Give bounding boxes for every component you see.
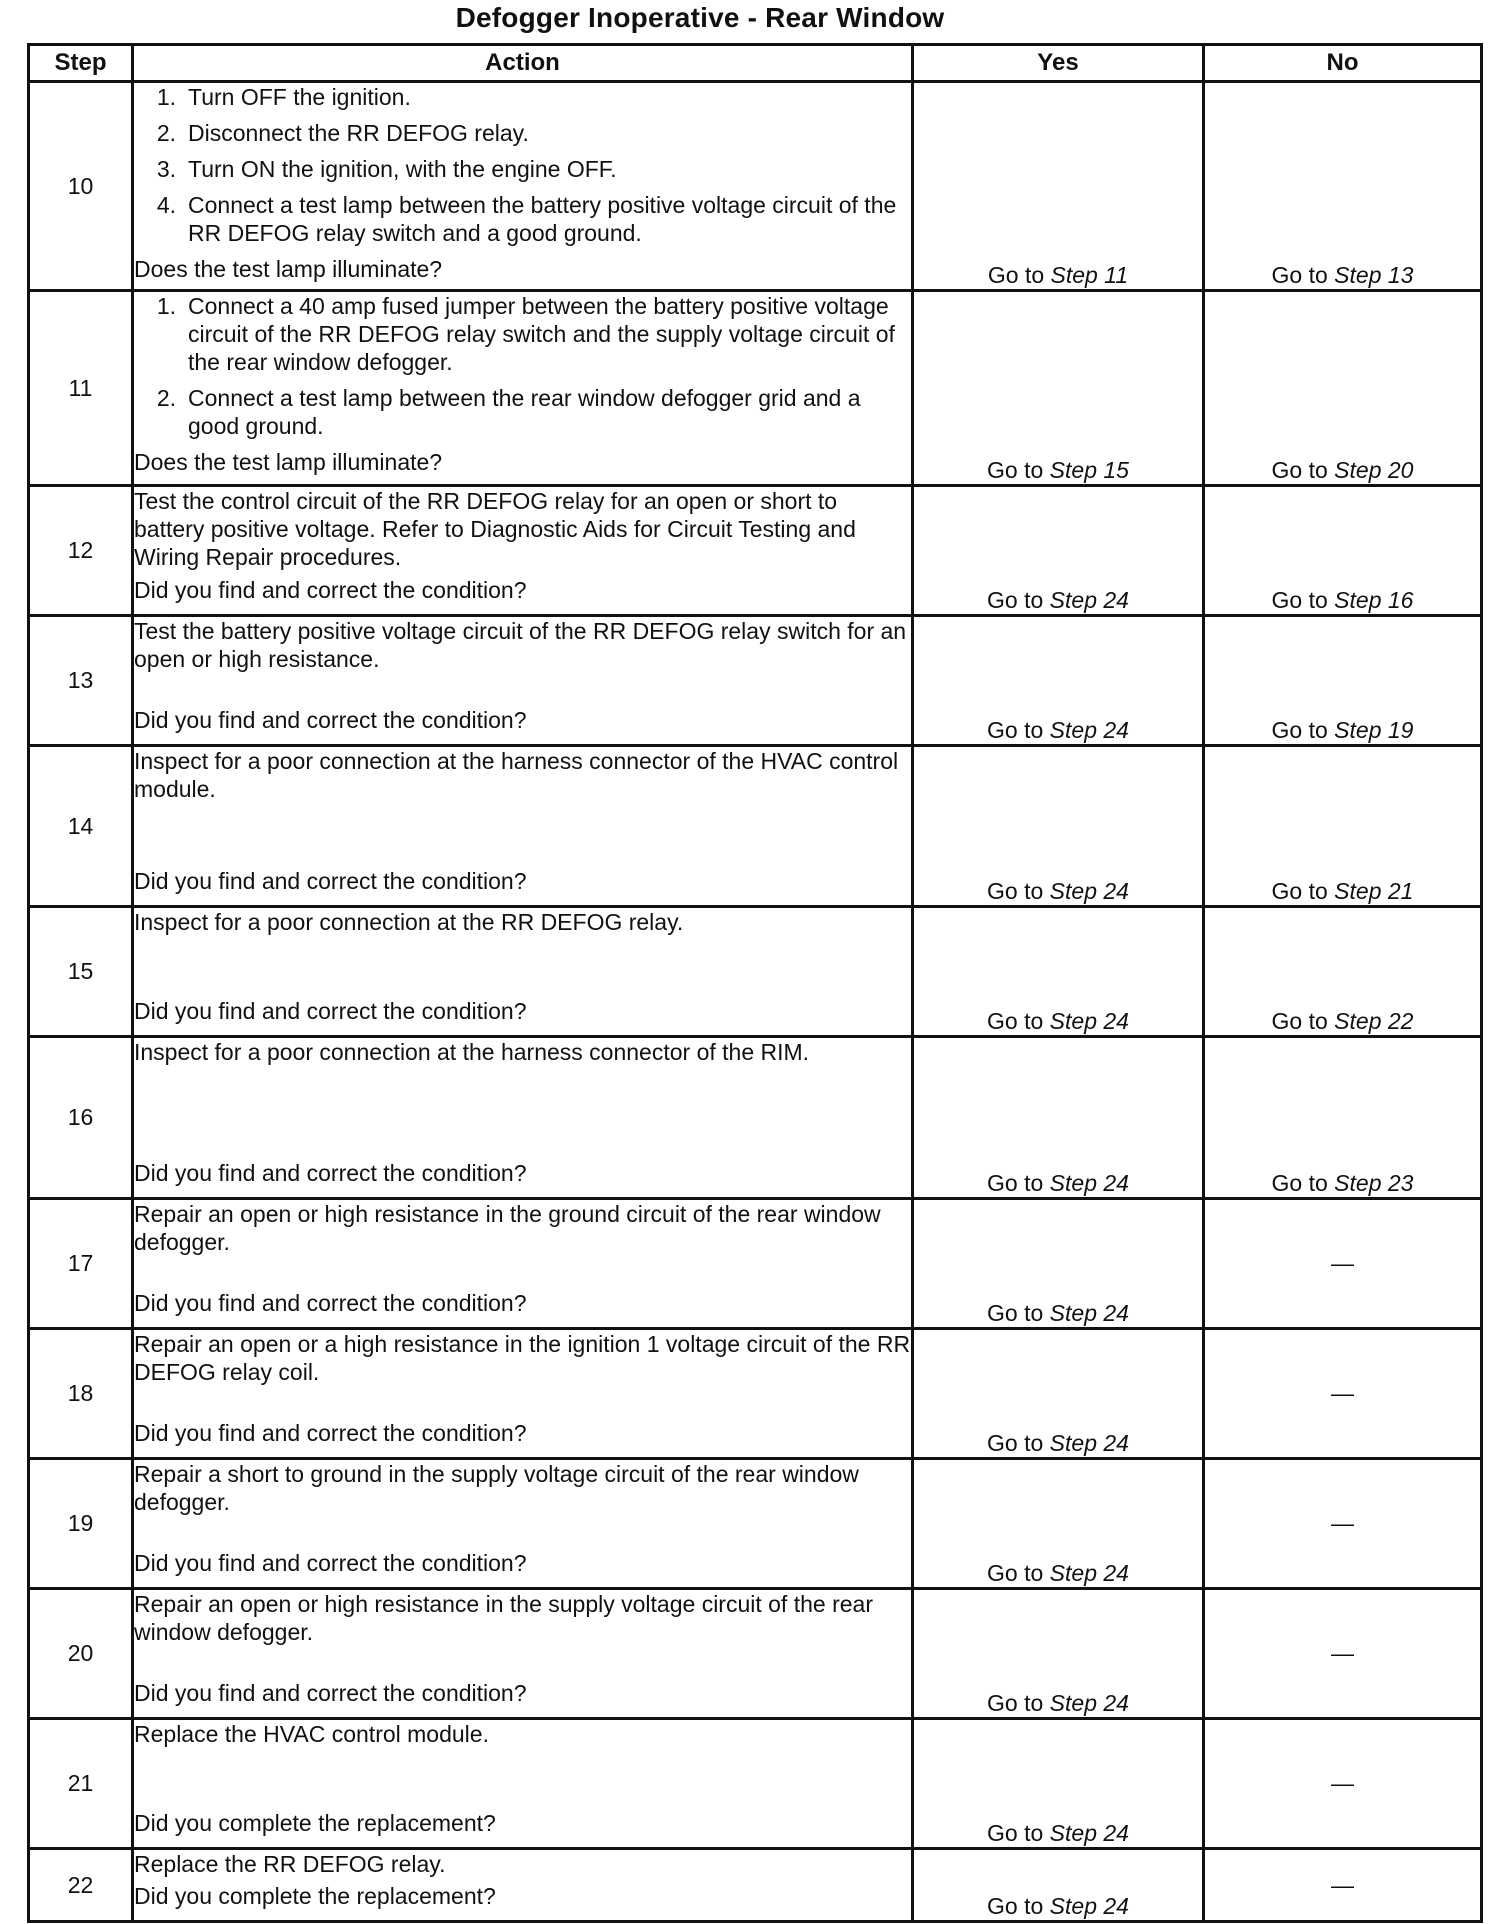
action-step-number: 1. <box>156 84 176 110</box>
action-question: Did you find and correct the condition? <box>134 707 527 733</box>
yes-cell <box>913 486 1204 616</box>
step-number: 21 <box>29 1719 133 1849</box>
action-content <box>134 617 911 736</box>
table-row <box>29 1329 1482 1459</box>
action-description: Test the control circuit of the RR DEFOG relay for an open or short to battery positive voltage. Refer to Diagnostic Aids for Circuit Testing and Wiring Repair procedures. <box>134 488 856 570</box>
step-number: 19 <box>29 1459 133 1589</box>
table-row <box>29 1719 1482 1849</box>
action-step-text: Turn ON the ignition, with the engine OFF. <box>188 156 617 182</box>
yes-prefix: Go to <box>987 1430 1044 1456</box>
no-dash: — <box>1331 1510 1354 1536</box>
no-cell <box>1204 1589 1482 1719</box>
table-row <box>29 616 1482 746</box>
header-row <box>29 45 1482 82</box>
action-step-number: 2. <box>156 120 176 146</box>
yes-step: Step 24 <box>1049 717 1129 743</box>
action-content <box>134 1038 911 1189</box>
step-number: 20 <box>29 1589 133 1719</box>
action-cell <box>133 1849 913 1922</box>
yes-step: Step 11 <box>1050 262 1129 288</box>
action-content <box>134 1460 911 1579</box>
yes-step: Step 24 <box>1049 1820 1129 1846</box>
table-row <box>29 486 1482 616</box>
action-step-number: 4. <box>156 192 176 218</box>
action-question: Did you find and correct the condition? <box>134 1680 527 1706</box>
action-step-number: 3. <box>156 156 176 182</box>
no-prefix: Go to <box>1271 878 1328 904</box>
no-step: Step 21 <box>1334 878 1414 904</box>
action-cell <box>133 1459 913 1589</box>
action-steps-list <box>134 83 911 255</box>
table-row <box>29 1849 1482 1922</box>
yes-cell <box>913 616 1204 746</box>
yes-prefix: Go to <box>987 1170 1044 1196</box>
action-content <box>134 83 911 281</box>
step-number: 11 <box>29 291 133 486</box>
action-cell <box>133 1719 913 1849</box>
yes-prefix: Go to <box>987 1008 1044 1034</box>
no-dash: — <box>1331 1871 1354 1898</box>
yes-step: Step 24 <box>1049 1690 1129 1716</box>
action-description: Repair an open or a high resistance in the ignition 1 voltage circuit of the RR DEFOG relay coil. <box>134 1331 911 1385</box>
yes-prefix: Go to <box>987 1300 1044 1326</box>
action-content <box>134 1720 911 1839</box>
no-prefix: Go to <box>1271 1170 1328 1196</box>
no-dash: — <box>1331 1250 1354 1276</box>
action-content <box>134 292 911 476</box>
no-cell <box>1204 1459 1482 1589</box>
yes-cell <box>913 82 1204 291</box>
no-prefix: Go to <box>1271 262 1328 288</box>
header-step: Step <box>29 45 133 82</box>
yes-cell <box>913 1589 1204 1719</box>
no-step: Step 23 <box>1334 1170 1414 1196</box>
step-number: 14 <box>29 746 133 907</box>
yes-step: Step 24 <box>1049 1893 1129 1919</box>
action-description: Repair an open or high resistance in the ground circuit of the rear window defogger. <box>134 1201 881 1255</box>
action-description: Replace the RR DEFOG relay. <box>134 1851 446 1877</box>
yes-prefix: Go to <box>987 1893 1044 1919</box>
action-question: Did you find and correct the condition? <box>134 1550 527 1576</box>
no-cell <box>1204 486 1482 616</box>
no-cell <box>1204 1849 1482 1922</box>
yes-cell <box>913 1719 1204 1849</box>
step-number: 17 <box>29 1199 133 1329</box>
action-cell <box>133 486 913 616</box>
table-row <box>29 746 1482 907</box>
yes-prefix: Go to <box>987 1560 1044 1586</box>
step-number: 13 <box>29 616 133 746</box>
yes-step: Step 24 <box>1049 1008 1129 1034</box>
action-step-item <box>134 119 911 147</box>
action-step-item <box>134 384 911 440</box>
action-content <box>134 487 911 606</box>
yes-step: Step 24 <box>1049 1430 1129 1456</box>
diagnostic-table <box>27 43 1483 1923</box>
action-content <box>134 1200 911 1319</box>
no-dash: — <box>1331 1640 1354 1666</box>
action-step-text: Connect a test lamp between the battery positive voltage circuit of the RR DEFOG relay switch and a good ground. <box>188 192 897 246</box>
no-step: Step 22 <box>1334 1008 1414 1034</box>
no-cell <box>1204 907 1482 1037</box>
yes-cell <box>913 1849 1204 1922</box>
action-question: Does the test lamp illuminate? <box>134 256 443 282</box>
no-prefix: Go to <box>1271 457 1328 483</box>
no-step: Step 20 <box>1334 457 1414 483</box>
action-question: Did you find and correct the condition? <box>134 868 527 894</box>
no-step: Step 16 <box>1334 587 1414 613</box>
no-prefix: Go to <box>1271 587 1328 613</box>
no-step: Step 19 <box>1334 717 1414 743</box>
no-cell <box>1204 1199 1482 1329</box>
table-row <box>29 82 1482 291</box>
table-row <box>29 291 1482 486</box>
yes-prefix: Go to <box>987 587 1044 613</box>
action-question: Does the test lamp illuminate? <box>134 449 443 475</box>
yes-prefix: Go to <box>987 1690 1044 1716</box>
step-number: 22 <box>29 1849 133 1922</box>
table-row <box>29 1199 1482 1329</box>
no-cell <box>1204 1719 1482 1849</box>
page-title: Defogger Inoperative - Rear Window <box>455 2 945 33</box>
yes-step: Step 24 <box>1049 1170 1129 1196</box>
yes-cell <box>913 1329 1204 1459</box>
action-step-item <box>134 155 911 183</box>
table-row <box>29 1459 1482 1589</box>
no-cell <box>1204 82 1482 291</box>
yes-cell <box>913 746 1204 907</box>
action-question: Did you find and correct the condition? <box>134 998 527 1024</box>
header-no: No <box>1204 45 1482 82</box>
yes-cell <box>913 907 1204 1037</box>
action-step-item <box>134 83 911 111</box>
action-description: Inspect for a poor connection at the RR DEFOG relay. <box>134 909 684 935</box>
yes-step: Step 24 <box>1049 878 1129 904</box>
action-cell <box>133 907 913 1037</box>
yes-step: Step 24 <box>1049 1300 1129 1326</box>
yes-cell <box>913 1199 1204 1329</box>
action-question: Did you complete the replacement? <box>134 1883 496 1909</box>
yes-prefix: Go to <box>987 457 1044 483</box>
action-content <box>134 1850 911 1912</box>
no-step: Step 13 <box>1334 262 1414 288</box>
action-step-text: Connect a test lamp between the rear window defogger grid and a good ground. <box>188 385 861 439</box>
yes-cell <box>913 1459 1204 1589</box>
action-content <box>134 1330 911 1449</box>
header-action: Action <box>133 45 913 82</box>
step-number: 18 <box>29 1329 133 1459</box>
no-cell <box>1204 1037 1482 1199</box>
action-step-text: Turn OFF the ignition. <box>188 84 411 110</box>
action-cell <box>133 1329 913 1459</box>
action-description: Inspect for a poor connection at the harness connector of the RIM. <box>134 1039 810 1065</box>
table-row <box>29 1037 1482 1199</box>
action-step-text: Disconnect the RR DEFOG relay. <box>188 120 529 146</box>
yes-step: Step 24 <box>1049 1560 1129 1586</box>
no-dash: — <box>1331 1770 1354 1796</box>
action-cell <box>133 82 913 291</box>
no-cell <box>1204 616 1482 746</box>
action-step-item <box>134 191 911 247</box>
action-steps-list <box>134 292 911 448</box>
action-description: Replace the HVAC control module. <box>134 1721 489 1747</box>
no-cell <box>1204 746 1482 907</box>
action-content <box>134 1590 911 1709</box>
no-cell <box>1204 1329 1482 1459</box>
action-question: Did you find and correct the condition? <box>134 1160 527 1186</box>
action-step-item <box>134 292 911 376</box>
no-dash: — <box>1331 1380 1354 1406</box>
action-question: Did you find and correct the condition? <box>134 577 527 603</box>
step-number: 16 <box>29 1037 133 1199</box>
no-prefix: Go to <box>1271 1008 1328 1034</box>
action-step-number: 1. <box>156 293 176 319</box>
yes-step: Step 24 <box>1049 587 1129 613</box>
action-question: Did you find and correct the condition? <box>134 1290 527 1316</box>
action-cell <box>133 616 913 746</box>
action-question: Did you complete the replacement? <box>134 1810 496 1836</box>
action-question: Did you find and correct the condition? <box>134 1420 527 1446</box>
action-description: Repair a short to ground in the supply voltage circuit of the rear window defogger. <box>134 1461 859 1515</box>
yes-prefix: Go to <box>987 878 1044 904</box>
step-number: 12 <box>29 486 133 616</box>
no-cell <box>1204 291 1482 486</box>
yes-prefix: Go to <box>987 717 1044 743</box>
yes-prefix: Go to <box>987 1820 1044 1846</box>
action-content <box>134 747 911 897</box>
yes-step: Step 15 <box>1049 457 1129 483</box>
action-cell <box>133 291 913 486</box>
table-row <box>29 907 1482 1037</box>
no-prefix: Go to <box>1271 717 1328 743</box>
action-cell <box>133 1199 913 1329</box>
action-step-text: Connect a 40 amp fused jumper between the battery positive voltage circuit of the RR DEFOG relay switch and the supply voltage circuit of the rear window defogger. <box>188 293 895 375</box>
table-row <box>29 1589 1482 1719</box>
action-description: Test the battery positive voltage circuit of the RR DEFOG relay switch for an open or high resistance. <box>134 618 907 672</box>
step-number: 10 <box>29 82 133 291</box>
yes-cell <box>913 291 1204 486</box>
header-yes: Yes <box>913 45 1204 82</box>
step-number: 15 <box>29 907 133 1037</box>
action-step-number: 2. <box>156 385 176 411</box>
action-description: Repair an open or high resistance in the supply voltage circuit of the rear window defogger. <box>134 1591 873 1645</box>
action-content <box>134 908 911 1027</box>
action-description: Inspect for a poor connection at the harness connector of the HVAC control module. <box>134 748 899 802</box>
action-cell <box>133 746 913 907</box>
yes-cell <box>913 1037 1204 1199</box>
yes-prefix: Go to <box>987 262 1045 288</box>
action-cell <box>133 1037 913 1199</box>
action-cell <box>133 1589 913 1719</box>
